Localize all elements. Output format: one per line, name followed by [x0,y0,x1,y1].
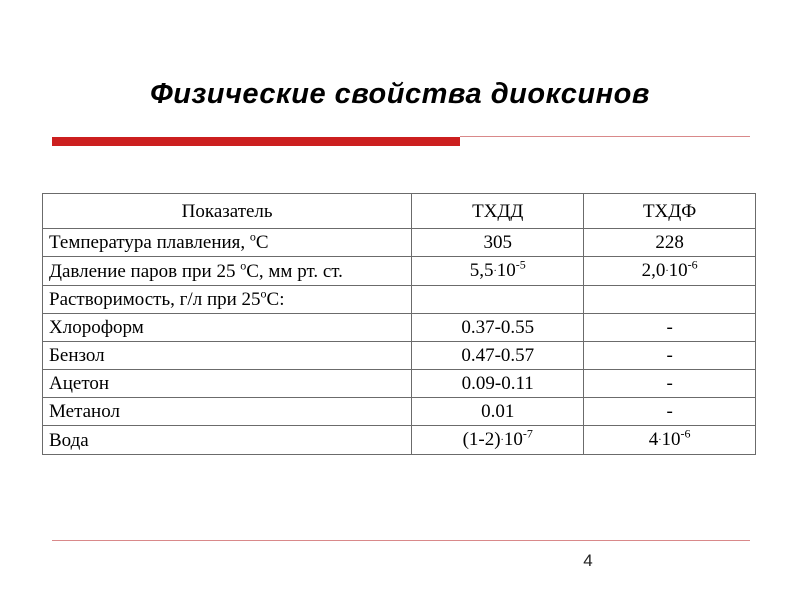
row-label: Ацетон [43,370,412,398]
table-header-row [43,194,756,229]
cell-txdd: 0.37-0.55 [412,314,584,342]
cell-txdf: - [584,342,756,370]
row-label: Растворимость, г/л при $25^оС$: [43,286,412,314]
row-label: Бензол [43,342,412,370]
cell-txdf: $4\cdot 10^{-6}$ [584,426,756,455]
title-underline-thin [460,136,750,137]
cell-txdf: - [584,370,756,398]
row-label: Температура плавления, $^о$С [43,229,412,257]
row-label: Давление паров при 25 $^о$С, мм рт. ст. [43,257,412,286]
page-number: 4 [583,551,593,570]
cell-txdd: 0.09-0.11 [412,370,584,398]
cell-txdd [412,286,584,314]
row-label: Вода [43,426,412,455]
footer-divider [52,540,750,541]
cell-txdd: 0.47-0.57 [412,342,584,370]
row-label: Хлороформ [43,314,412,342]
cell-txdf: $2,0\cdot 10^{-6}$ [584,257,756,286]
table-row [43,229,756,257]
table-row [43,370,756,398]
cell-txdd: 305 [412,229,584,257]
cell-txdf [584,286,756,314]
cell-txdf: - [584,398,756,426]
slide-title: Физические свойства диоксинов [150,78,650,110]
title-underline-thick [52,137,460,146]
table-row [43,257,756,286]
row-label: Метанол [43,398,412,426]
cell-txdd: $(1-2)\cdot 10^{-7}$ [412,426,584,455]
cell-txdd: $5,5\cdot 10^{-5}$ [412,257,584,286]
cell-txdf: - [584,314,756,342]
header-indicator: Показатель [43,194,412,229]
table-row [43,314,756,342]
header-txdd: ТХДД [412,194,584,229]
table-row [43,398,756,426]
cell-txdd: 0.01 [412,398,584,426]
header-txdf: ТХДФ [584,194,756,229]
table-row [43,342,756,370]
table-row [43,426,756,455]
cell-txdf: 228 [584,229,756,257]
properties-table [42,193,756,455]
table-row [43,286,756,314]
